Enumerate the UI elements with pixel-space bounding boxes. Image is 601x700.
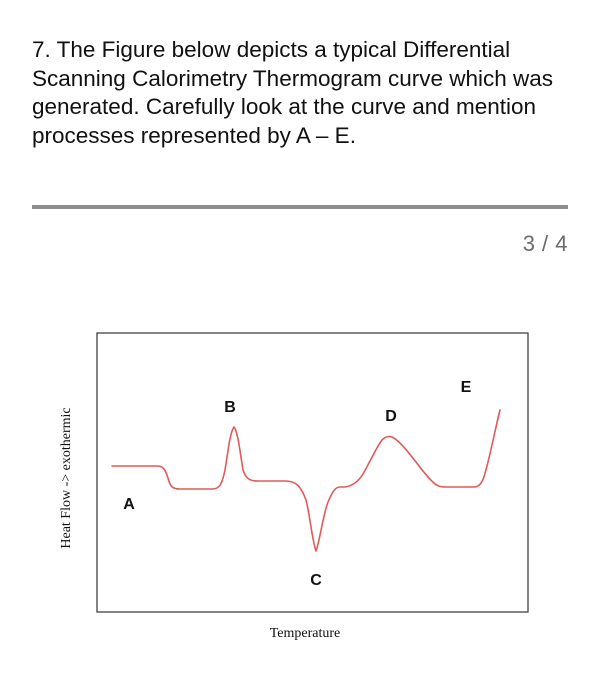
label-a: A xyxy=(123,496,135,513)
page-counter: 3 / 4 xyxy=(522,231,568,256)
label-c: C xyxy=(310,572,322,589)
label-e: E xyxy=(460,379,472,396)
x-axis-label: Temperature xyxy=(269,626,341,641)
y-axis-label: Heat Flow -> exothermic xyxy=(59,407,74,549)
question-text: 7. The Figure below depicts a typical Differential Scanning Calorimetry Thermogram curve which was generated. Carefully look at the curve and mention processes represented by A – E. xyxy=(32,37,554,148)
label-d: D xyxy=(385,408,397,425)
plot-frame xyxy=(97,333,528,612)
label-b: B xyxy=(224,399,236,416)
dsc-curve xyxy=(112,410,500,551)
